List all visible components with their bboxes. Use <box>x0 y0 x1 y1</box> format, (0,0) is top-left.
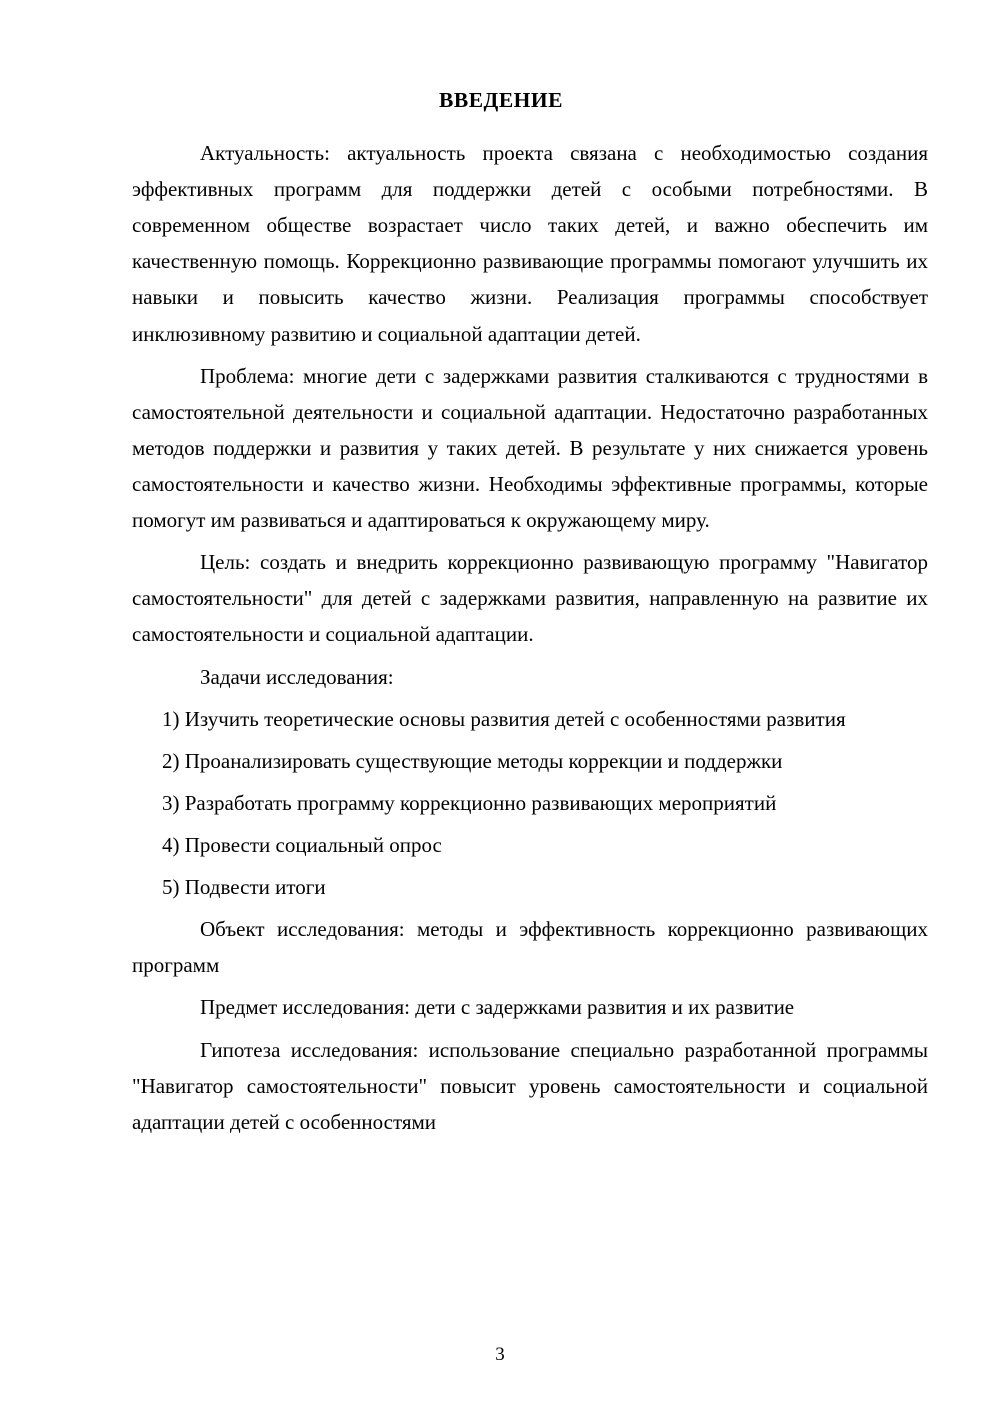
page-number: 3 <box>495 1344 505 1365</box>
paragraph-relevance: Актуальность: актуальность проекта связана с необходимостью создания эффективных программ для поддержки детей с особыми потребностями. В современном обществе возрастает число таких детей, и важно обеспечить им качественную помощь. Коррекционно развивающие программы помогают улучшить их навыки и повысить качество жизни. Реализация программы способствует инклюзивному развитию и социальной адаптации детей. <box>132 141 928 346</box>
task-item-2: 2) Проанализировать существующие методы коррекции и поддержки <box>162 748 783 773</box>
task-item-3: 3) Разработать программу коррекционно развивающих мероприятий <box>162 790 777 815</box>
task-item-5: 5) Подвести итоги <box>162 875 326 900</box>
page-title: ВВЕДЕНИЕ <box>439 88 563 112</box>
paragraph-hypothesis: Гипотеза исследования: использование специально разработанной программы "Навигатор самостоятельности" повысит уровень самостоятельности и социальной адаптации детей с особенностями <box>132 1037 928 1134</box>
paragraph-goal: Цель: создать и внедрить коррекционно развивающую программу "Навигатор самостоятельности" для детей с задержками развития, направленную на развитие их самостоятельности и социальной адаптации. <box>132 550 928 647</box>
task-item-1: 1) Изучить теоретические основы развития детей с особенностями развития <box>162 706 846 731</box>
paragraph-subject: Предмет исследования: дети с задержками развития и их развитие <box>200 995 795 1020</box>
paragraph-object: Объект исследования: методы и эффективность коррекционно развивающих программ <box>132 917 928 978</box>
task-item-4: 4) Провести социальный опрос <box>162 832 442 857</box>
paragraph-problem: Проблема: многие дети с задержками развития сталкиваются с трудностями в самостоятельной деятельности и социальной адаптации. Недостаточно разработанных методов поддержки и развития у таких детей. В результате у них снижается уровень самостоятельности и качество жизни. Необходимы эффективные программы, которые помогут им развиваться и адаптироваться к окружающему миру. <box>132 363 928 533</box>
paragraph-tasks-heading: Задачи исследования: <box>200 664 394 689</box>
